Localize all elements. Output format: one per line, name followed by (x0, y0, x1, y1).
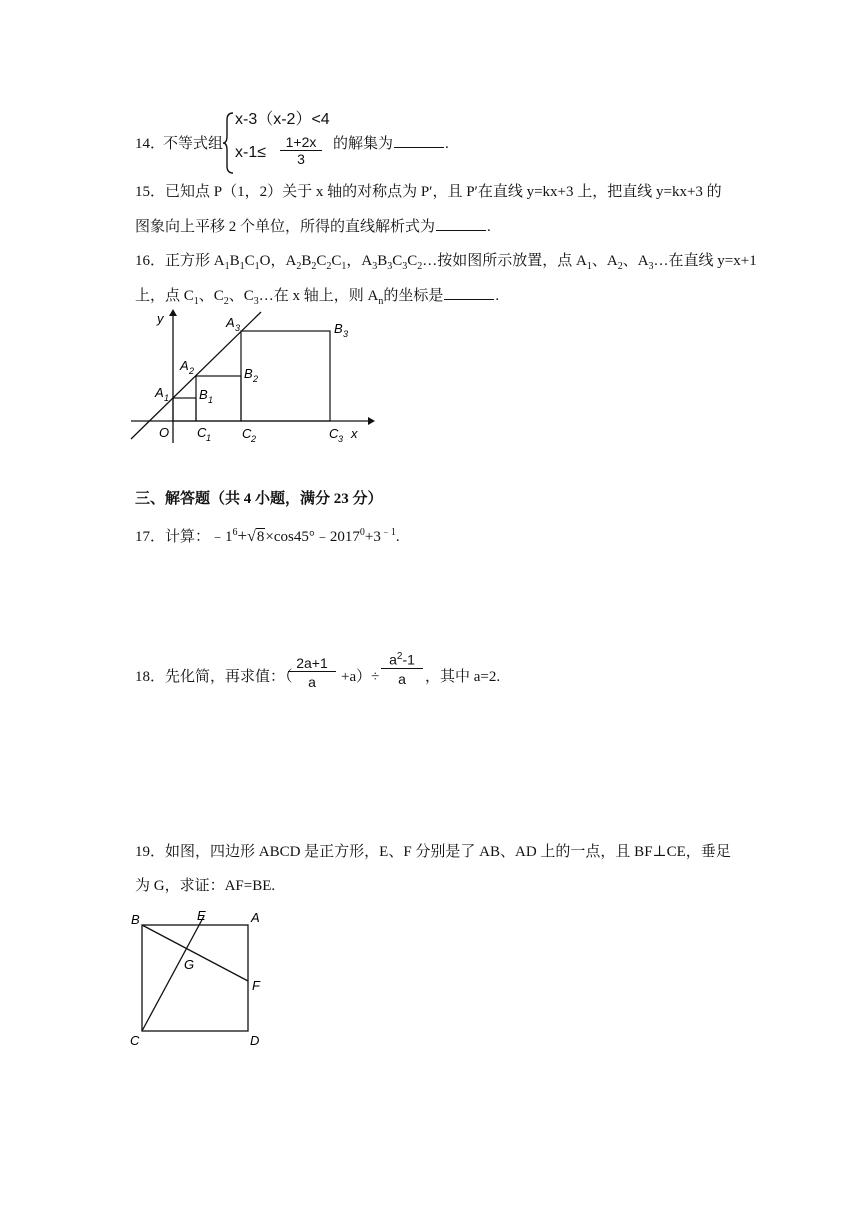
label-x: x (351, 426, 358, 441)
label-O: O (159, 425, 170, 440)
q18-fraction-2 (381, 651, 423, 687)
q15-answer-blank (436, 216, 486, 231)
q16-number: 16． (135, 253, 166, 269)
q14-fraction-denominator: 3 (297, 151, 305, 167)
q17-t: . (395, 529, 400, 545)
q16-t: C (331, 253, 342, 269)
q16-t: ，A (270, 253, 297, 269)
q18-t: 18．先化简，再求值：（ (135, 669, 293, 685)
q16-t: C (392, 253, 403, 269)
label-B2-sub: 2 (253, 374, 259, 384)
q15-line-2 (135, 216, 491, 237)
q16-answer-blank (444, 285, 494, 300)
q15-line-2-text: 图象向上平移 2 个单位，所得的直线解析式为 (135, 219, 436, 235)
label-C2-sub: 2 (251, 434, 257, 444)
q16-sub: 3 (648, 261, 654, 272)
y-axis-arrow (169, 309, 177, 316)
q14-number: 14． (135, 136, 166, 152)
q16-t: 的坐标是 (383, 288, 444, 304)
q16-t: 正方形 A (165, 253, 225, 269)
label-C: C (130, 1033, 140, 1048)
label-A2-sub: 2 (189, 366, 195, 376)
q19-line-2: 为 G，求证：AF=BE. (135, 878, 276, 894)
q19-figure (128, 907, 273, 1052)
q14-inequality-1: x-3（x-2）<4 (235, 111, 330, 128)
q16-t: O (259, 253, 271, 269)
q16-t: 上，点 C (135, 288, 194, 304)
q14-fraction (280, 134, 322, 167)
label-B: B (131, 912, 140, 927)
q16-sub: 3 (372, 261, 378, 272)
label-A2: A (180, 358, 189, 373)
q19-line-1: 19．如图，四边形 ABCD 是正方形，E、F 分别是了 AB、AD 上的一点，且 BF⊥CE，垂足 (135, 844, 731, 860)
q16-sub: 1 (254, 261, 260, 272)
q16-t: 、C (228, 288, 254, 304)
q17-t: +3 (364, 529, 381, 545)
label-F: F (252, 978, 260, 993)
q16-sub: 2 (617, 261, 623, 272)
q14-inequality-2-left: x-1≤ (235, 144, 267, 161)
q17-t: 17．计算：﹣1 (135, 529, 233, 545)
q16-sub: 3 (387, 261, 393, 272)
q17-exp: ﹣1 (380, 527, 396, 538)
label-D: D (250, 1033, 260, 1048)
q16-sub: 3 (253, 296, 259, 307)
q18-t: +a）÷ (341, 669, 380, 685)
label-A: A (251, 910, 260, 925)
q15-line-1: 15．已知点 P（1，2）关于 x 轴的对称点为 P′，且 P′在直线 y=kx+3 上，把直线 y=kx+3 的 (135, 184, 722, 200)
q14-brace (223, 112, 235, 174)
q14-end: . (445, 136, 449, 152)
q18-fraction-2-denominator: a (398, 670, 406, 687)
q18-t: -1 (402, 651, 415, 668)
q18-fraction-1-numerator: 2a+1 (288, 655, 336, 672)
label-E: E (197, 908, 206, 923)
q17-exp: 6 (232, 527, 238, 538)
q14-answer-blank (394, 133, 444, 148)
q16-sub: 1 (341, 261, 347, 272)
q16-t: C (244, 253, 255, 269)
label-G: G (184, 957, 195, 972)
q16-line-1 (135, 251, 757, 277)
q15-end: . (487, 219, 491, 235)
section-3-title: 三、解答题（共 4 小题，满分 23 分） (135, 491, 383, 507)
x-axis-arrow (368, 417, 375, 425)
label-A3: A (226, 315, 235, 330)
sqrt-sign: √ (247, 528, 256, 545)
q14-prefix: 不等式组 (163, 136, 224, 152)
q16-sub: 2 (326, 261, 332, 272)
q16-t: ，A (346, 253, 373, 269)
q16-sub: 1 (586, 261, 592, 272)
q17-radicand: 8 (256, 529, 265, 545)
label-A1-sub: 1 (164, 393, 170, 403)
q17-t: ×cos45°﹣2017 (265, 529, 360, 545)
square-1 (173, 398, 196, 421)
q16-sub: 2 (296, 261, 302, 272)
q16-end: . (495, 288, 500, 304)
square-ABCD (142, 925, 248, 1031)
q14-fraction-numerator: 1+2x (280, 134, 322, 151)
q16-t: 、A (622, 253, 649, 269)
q16-t: …在 x 轴上，则 A (258, 288, 379, 304)
question-14 (135, 112, 495, 174)
q16-sub: 1 (239, 261, 245, 272)
q18-exp: 2 (396, 651, 403, 662)
q16-t: B (377, 253, 388, 269)
label-A3-sub: 3 (235, 323, 241, 333)
q16-sub: 1 (224, 261, 230, 272)
q17-exp: 0 (359, 527, 365, 538)
q16-sub: 2 (223, 296, 229, 307)
label-B2: B (244, 366, 253, 381)
label-C1-sub: 1 (206, 433, 212, 443)
q16-t: C (407, 253, 418, 269)
q18-fraction-2-numerator (381, 651, 423, 669)
q18-t: a (389, 651, 397, 668)
label-C3-sub: 3 (338, 434, 344, 444)
label-B3-sub: 3 (343, 329, 349, 339)
q16-t: 、A (591, 253, 618, 269)
question-17 (135, 523, 400, 547)
q16-t: B (301, 253, 312, 269)
q16-sub: n (378, 296, 384, 307)
label-A1: A (155, 385, 164, 400)
q16-t: C (316, 253, 327, 269)
q16-sub: 3 (402, 261, 408, 272)
q16-figure (125, 308, 375, 446)
q16-t: …在直线 y=x+1 (653, 253, 757, 269)
q16-t: …按如图所示放置，点 A (422, 253, 587, 269)
q16-sub: 1 (193, 296, 199, 307)
label-B1-sub: 1 (208, 395, 214, 405)
label-C3: C (329, 426, 339, 441)
q16-t: B (229, 253, 240, 269)
q18-t: ，其中 a=2. (425, 669, 501, 685)
q18-fraction-1 (288, 655, 336, 690)
label-C1: C (197, 425, 207, 440)
segment-CE (142, 916, 204, 1031)
q16-sub: 2 (311, 261, 317, 272)
label-B3: B (334, 321, 343, 336)
q16-t: 、C (198, 288, 224, 304)
q18-fraction-1-denominator: a (308, 674, 316, 690)
q16-sub: 2 (417, 261, 423, 272)
label-C2: C (242, 426, 252, 441)
label-B1: B (199, 387, 208, 402)
q14-suffix (333, 132, 449, 153)
label-y: y (157, 311, 164, 326)
q14-suffix-text: 的解集为 (333, 136, 394, 152)
q17-t: + (237, 526, 248, 545)
